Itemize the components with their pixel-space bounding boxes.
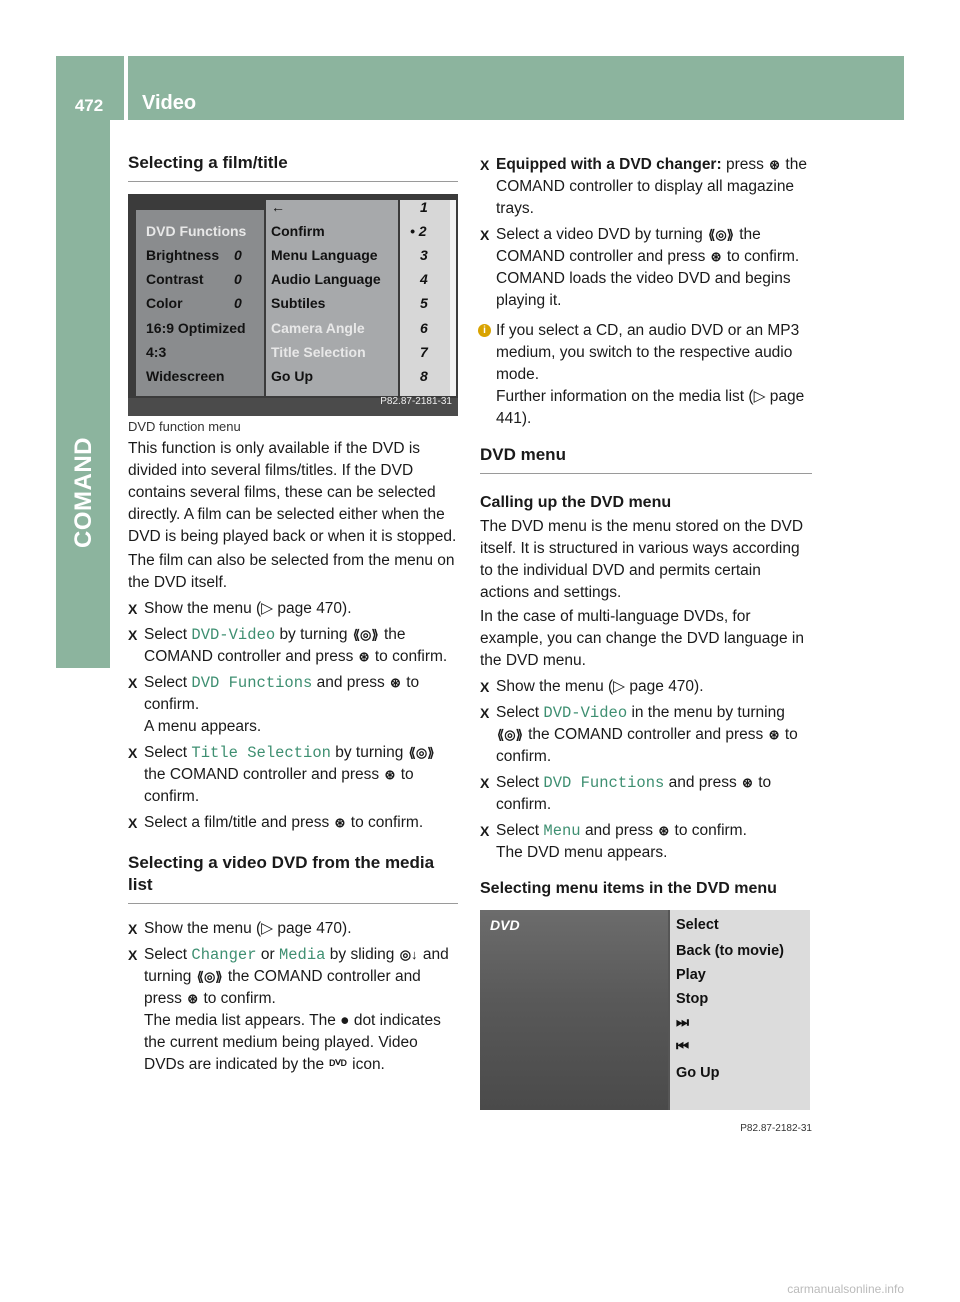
step-text: the COMAND controller and press (528, 726, 764, 743)
info-text: If you select a CD, an audio DVD or an MP3 medium, you switch to the respective audio mode. (496, 322, 800, 383)
menu-code: Menu (543, 822, 581, 840)
menu-code: DVD Functions (543, 774, 665, 792)
controller-turn-icon: ⟪◎⟫ (708, 227, 734, 242)
title-number: • 2 (410, 223, 427, 239)
controller-press-icon: ⊛ (742, 775, 753, 790)
step-text: the COMAND controller to display all magazine trays. (496, 156, 807, 217)
menu-item-color: Color (146, 295, 183, 311)
step (480, 154, 812, 220)
title-number: 3 (420, 247, 428, 263)
title-number: 4 (420, 271, 428, 287)
menu-item-4-3: 4:3 (146, 344, 167, 360)
step (128, 944, 458, 1076)
step-text: to confirm. (350, 814, 424, 831)
menu-item-back: ← (271, 199, 285, 215)
step-text: by turning (335, 744, 404, 761)
step-text: press (725, 156, 764, 173)
value-brightness: 0 (234, 247, 242, 263)
figure-code: P82.87-2181-31 (380, 396, 452, 407)
menu-item-dvd-functions: DVD Functions (146, 223, 247, 239)
dvd-function-menu-screenshot (128, 194, 458, 416)
menu-item-confirm: Confirm (271, 223, 325, 239)
page-number: 472 (74, 96, 104, 115)
step-text: by sliding (329, 946, 395, 963)
step-text: the COMAND controller and press (496, 226, 761, 265)
step-text: the COMAND controller and press (144, 766, 380, 783)
controller-press-icon: ⊛ (384, 767, 396, 782)
menu-code: Media (278, 946, 326, 964)
step-text: and press (584, 822, 654, 839)
section-title: Video (142, 92, 197, 114)
step (480, 702, 812, 768)
step-text: or (260, 946, 275, 963)
dvd-menu-item-play: Play (676, 967, 706, 983)
menu-scrollbar (450, 200, 456, 396)
step-result: The DVD menu appears. (496, 844, 668, 861)
step (480, 820, 812, 864)
step (128, 598, 458, 620)
info-text: Further information on the media list (▷ page 441). (496, 388, 805, 427)
step-result: COMAND loads the video DVD and begins playing it. (496, 270, 791, 309)
video-frame (480, 910, 668, 1110)
dvd-video-icon: ᴰⱽᴰ (329, 1057, 347, 1072)
menu-item-16-9: 16:9 Optimized (146, 320, 246, 336)
step-text: to confirm. (144, 766, 414, 805)
value-color: 0 (234, 295, 242, 311)
value-contrast: 0 (234, 271, 242, 287)
step (480, 676, 812, 698)
paragraph: The DVD menu is the menu stored on the DVD itself. It is structured in various ways according to the individual DVD and permits certain actions and settings. (480, 518, 804, 601)
page-header (56, 56, 904, 120)
step-text: Select (144, 674, 188, 691)
heading-dvd-menu: DVD menu (480, 444, 812, 474)
menu-code: Changer (191, 946, 257, 964)
controller-press-icon: ⊛ (358, 649, 370, 664)
controller-press-icon: ⊛ (334, 815, 346, 830)
dvd-menu-screenshot (480, 910, 810, 1110)
step-text: Select (496, 822, 540, 839)
right-column (480, 154, 812, 1140)
menu-item-audio-language: Audio Language (271, 271, 381, 287)
controller-press-icon: ⊛ (187, 991, 199, 1006)
menu-item-camera-angle: Camera Angle (271, 320, 365, 336)
step-text: to confirm. (144, 674, 420, 713)
title-number: 1 (420, 199, 428, 215)
heading-select-film: Selecting a film/title (128, 152, 458, 182)
step-text: Select (144, 744, 188, 761)
step (480, 772, 812, 816)
menu-item-widescreen: Widescreen (146, 368, 225, 384)
step (128, 624, 458, 668)
title-number: 6 (420, 320, 428, 336)
step (128, 812, 458, 834)
info-icon: i (478, 324, 491, 337)
step (128, 672, 458, 738)
paragraph: The film can also be selected from the menu on the DVD itself. (128, 552, 455, 591)
paragraph: In the case of multi-language DVDs, for example, you can change the DVD language in the DVD menu. (480, 608, 804, 669)
header-divider (124, 56, 128, 120)
side-tab-label: COMAND (70, 437, 97, 548)
step-text: Select (144, 626, 188, 643)
menu-item-brightness: Brightness (146, 247, 220, 263)
step-text: to confirm. (203, 990, 276, 1007)
step-text: and press (668, 774, 737, 791)
heading-media-list: Selecting a video DVD from the media list (128, 852, 458, 904)
dvd-menu-item-stop: Stop (676, 991, 709, 1007)
menu-code: DVD-Video (191, 626, 276, 644)
step-text: Show the menu (▷ page 470). (144, 600, 352, 617)
step-text: the COMAND controller and press (144, 626, 406, 665)
side-tab (56, 120, 110, 668)
subheading-selecting-menu-items: Selecting menu items in the DVD menu (480, 880, 777, 897)
menu-code: DVD Functions (191, 674, 313, 692)
step-text: Select a video DVD by turning (496, 226, 703, 243)
dvd-menu-item-back: Back (to movie) (676, 943, 784, 959)
step-text: by turning (279, 626, 348, 643)
step-text: Select (496, 704, 540, 721)
controller-press-icon: ⊛ (769, 157, 781, 172)
controller-press-icon: ⊛ (710, 249, 722, 264)
dvd-menu-item-select: Select (676, 917, 719, 933)
title-number: 8 (420, 368, 428, 384)
step (128, 742, 458, 808)
controller-turn-icon: ⟪◎⟫ (352, 627, 379, 642)
dvd-logo: DVD (490, 917, 520, 933)
step-text: in the menu by turning (631, 704, 785, 721)
dvd-menu-item-go-up: Go Up (676, 1065, 720, 1081)
step-text: to confirm. (496, 774, 772, 813)
info-note (480, 320, 812, 430)
step-lead: Equipped with a DVD changer: (496, 156, 722, 173)
controller-turn-icon: ⟪◎⟫ (408, 745, 435, 760)
skip-forward-icon: ⏭ (676, 1015, 690, 1031)
title-number: 5 (420, 295, 428, 311)
subheading-calling-dvd-menu: Calling up the DVD menu (480, 494, 672, 511)
menu-code: DVD-Video (543, 704, 628, 722)
step-text: the COMAND controller and press (144, 968, 421, 1007)
paragraph: This function is only available if the DVD is divided into several films/titles. If the DVD contains several films, these can be selected directly. A film can be selected either when the DVD is being played back or when it is stopped. (128, 440, 457, 545)
menu-code: Title Selection (191, 744, 331, 762)
step-text: to confirm. (726, 248, 800, 265)
menu-item-title-selection: Title Selection (271, 344, 366, 360)
menu-item-go-up: Go Up (271, 368, 313, 384)
step-text: Select a film/title and press (144, 814, 330, 831)
step-result: icon. (352, 1056, 385, 1073)
controller-turn-icon: ⟪◎⟫ (497, 727, 523, 742)
step (480, 224, 812, 312)
skip-back-icon: ⏮ (676, 1039, 690, 1055)
step-text: and turning (144, 946, 449, 985)
step-text: to confirm. (674, 822, 747, 839)
menu-item-contrast: Contrast (146, 271, 204, 287)
step (128, 918, 458, 940)
controller-slide-icon: ◎↓ (399, 947, 418, 962)
controller-press-icon: ⊛ (390, 675, 401, 690)
menu-item-subtiles: Subtiles (271, 295, 326, 311)
controller-press-icon: ⊛ (658, 823, 670, 838)
watermark: carmanualsonline.info (787, 1282, 904, 1296)
step-text: Show the menu (▷ page 470). (144, 920, 352, 937)
step-text: Select (144, 946, 188, 963)
step-text: Select (496, 774, 540, 791)
figure-caption: DVD function menu (128, 419, 241, 434)
menu-item-menu-language: Menu Language (271, 247, 378, 263)
title-number: 7 (420, 344, 428, 360)
step-result: A menu appears. (144, 718, 262, 735)
controller-turn-icon: ⟪◎⟫ (196, 969, 223, 984)
step-text: to confirm. (496, 726, 798, 765)
step-text: to confirm. (374, 648, 448, 665)
figure-code: P82.87-2182-31 (740, 1123, 812, 1134)
step-text: Show the menu (▷ page 470). (496, 678, 704, 695)
left-column (128, 152, 458, 1076)
step-result: The media list appears. The ● dot indicates the current medium being played. Video DVDs are indicated by the (144, 1012, 441, 1073)
controller-press-icon: ⊛ (768, 727, 780, 742)
step-text: and press (316, 674, 385, 691)
